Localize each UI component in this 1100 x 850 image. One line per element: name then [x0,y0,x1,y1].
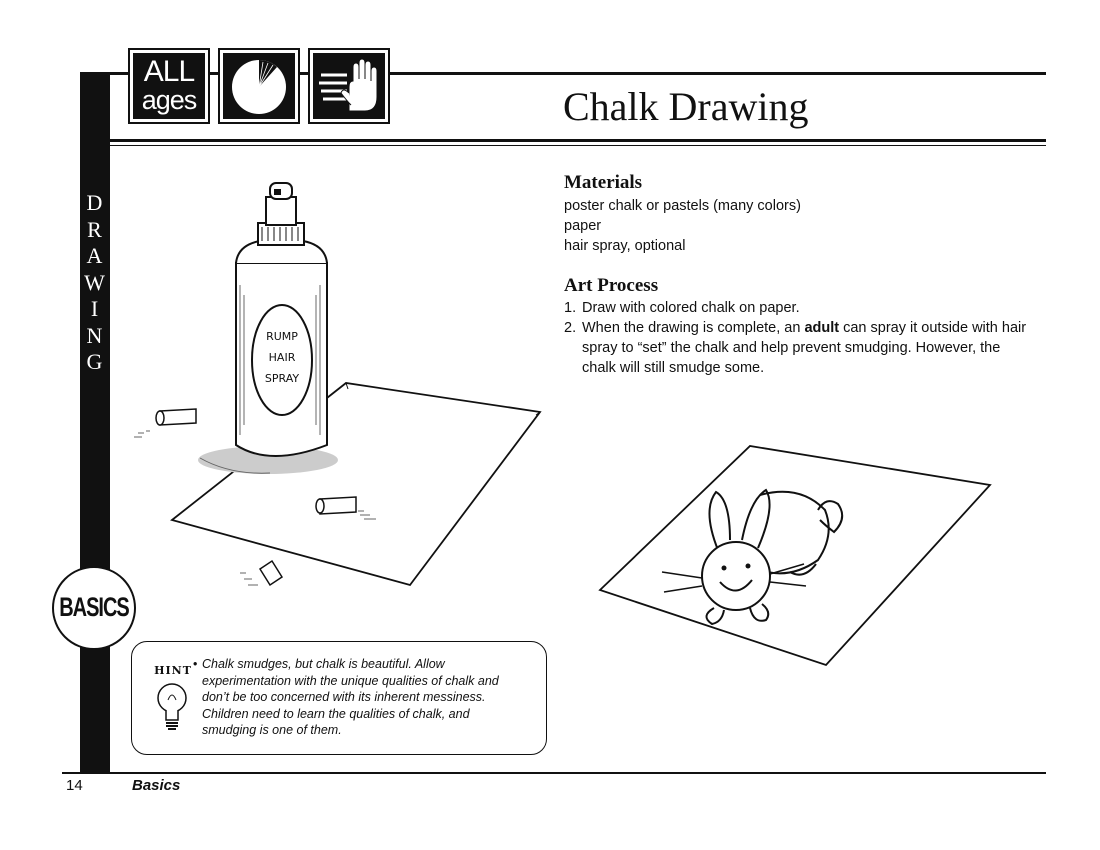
category-letter: G [86,349,104,374]
footer-section-label: Basics [132,777,181,794]
chalk-piece [240,561,282,585]
page-title: Chalk Drawing [563,84,809,129]
category-letter: N [86,322,104,348]
activity-badges [128,48,390,124]
all-ages-badge [128,48,210,124]
bottle-label-line: RUMP [266,330,298,343]
hand-help-badge [308,48,390,124]
category-bar [80,72,110,774]
art-process-heading: Art Process [564,275,659,296]
art-process-steps [564,298,1034,378]
header-rule-bottom-thin [110,145,1046,146]
category-letter: I [90,296,100,321]
footer-rule [62,772,1046,774]
step-number: 1. [564,300,577,316]
materials-item: hair spray, optional [564,238,686,254]
step-text: Draw with colored chalk on paper. [582,300,800,316]
emphasis-adult: adult [804,320,840,336]
process-step [564,298,1034,318]
category-label-drawing [80,190,110,376]
hint-text [193,656,522,739]
clock-icon [223,53,295,119]
bottle-label-line: HAIR [268,351,296,364]
materials-item: paper [564,218,602,234]
hand-icon [313,53,385,119]
badge-ages-text: ages [141,85,197,115]
step-number: 2. [564,320,577,336]
badge-all-text: ALL [143,55,195,88]
category-letter: W [84,269,106,295]
process-step [564,318,1034,378]
hint-body: Chalk smudges, but chalk is beautiful. Allow experimentation with the unique qualities of chalk and don’t be too concerned with its inherent messiness. Children need to learn the qualities of chalk, and smudging is one of them. [202,657,499,737]
chalk-piece [134,409,196,437]
page-number: 14 [66,777,83,794]
clock-time-badge [218,48,300,124]
hair-spray-chalk-illustration [120,175,560,615]
header-rule-bottom-thick [110,139,1046,142]
materials-item: poster chalk or pastels (many colors) [564,198,801,214]
category-letter: A [86,243,104,268]
category-letter: D [86,190,104,215]
hint-bullet: • [193,657,198,671]
materials-heading: Materials [564,172,643,193]
lightbulb-icon [148,660,198,740]
bottle-label-line: SPRAY [264,372,300,385]
bunny-drawing-illustration [590,440,1000,670]
category-letter: R [87,216,103,242]
hint-tag: HINT [154,664,192,677]
basics-label: BASICS [59,592,129,623]
basics-section-badge [52,566,136,650]
step-text: When the drawing is complete, an adult can spray it outside with hair spray to “set” the chalk and help prevent smudging. However, the chalk will still smudge some. [582,320,1027,376]
